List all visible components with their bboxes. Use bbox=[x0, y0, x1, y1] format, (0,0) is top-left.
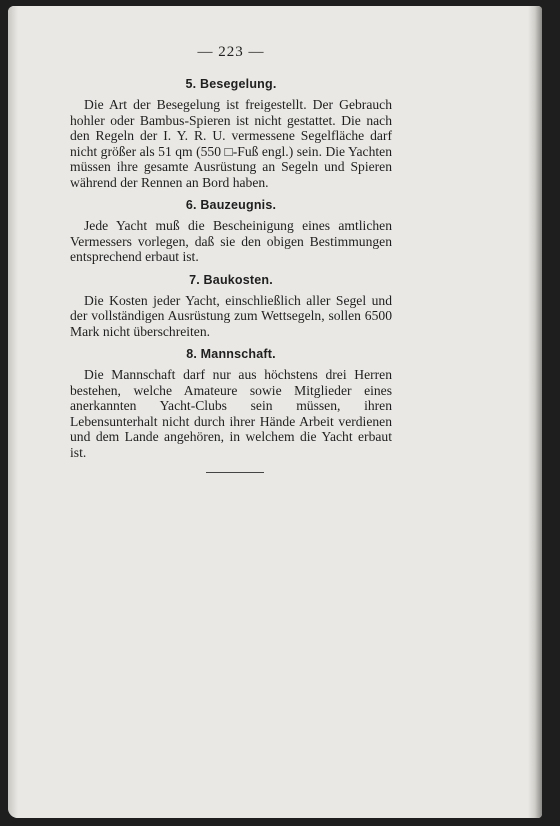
section-besegelung bbox=[70, 77, 392, 190]
section-text: Die Kosten jeder Yacht, einschließlich aller Segel und der vollständigen Ausrüstung zum Wettsegeln, sollen 6500 Mark nicht überschreiten. bbox=[70, 292, 392, 339]
section-baukosten bbox=[70, 273, 392, 340]
book-gutter-shadow bbox=[528, 6, 542, 818]
section-text: Die Mannschaft darf nur aus höchstens drei Herren bestehen, welche Amateure sowie Mitglieder eines anerkannten Yacht-Clubs sein müssen, ihren Lebensunterhalt nicht durch ihrer Hände Arbeit verdienen und dem Lande angehören, in welchem die Yacht erbaut ist. bbox=[70, 367, 392, 460]
section-heading: 6. Bauzeugnis. bbox=[185, 198, 277, 212]
section-heading: 7. Baukosten. bbox=[189, 272, 273, 287]
section-bauzeugnis bbox=[70, 198, 392, 265]
page-edge-shadow bbox=[8, 6, 18, 818]
section-mannschaft bbox=[70, 347, 392, 460]
section-text: Die Art der Besegelung ist freigestellt. Der Gebrauch hohler oder Bambus-Spieren ist nicht gestattet. Die nach den Regeln der I. Y. R. U. vermessene Segelfläche darf nicht größer als 51 qm (550 □-Fuß engl.) sein. Die Yachten müssen ihre gesamte Ausrüstung an Segeln und Spieren während der Rennen an Bord haben. bbox=[70, 97, 392, 190]
section-text: Jede Yacht muß die Bescheinigung eines amtlichen Vermessers vorlegen, daß sie den obigen Bestimmungen entsprechend erbaut ist. bbox=[70, 218, 392, 264]
section-heading: 5. Besegelung. bbox=[185, 77, 277, 91]
page-number: — 223 — bbox=[197, 44, 265, 60]
closing-rule bbox=[206, 472, 264, 473]
page-content bbox=[70, 44, 392, 468]
book-page bbox=[8, 6, 542, 818]
section-heading: 8. Mannschaft. bbox=[186, 347, 276, 361]
